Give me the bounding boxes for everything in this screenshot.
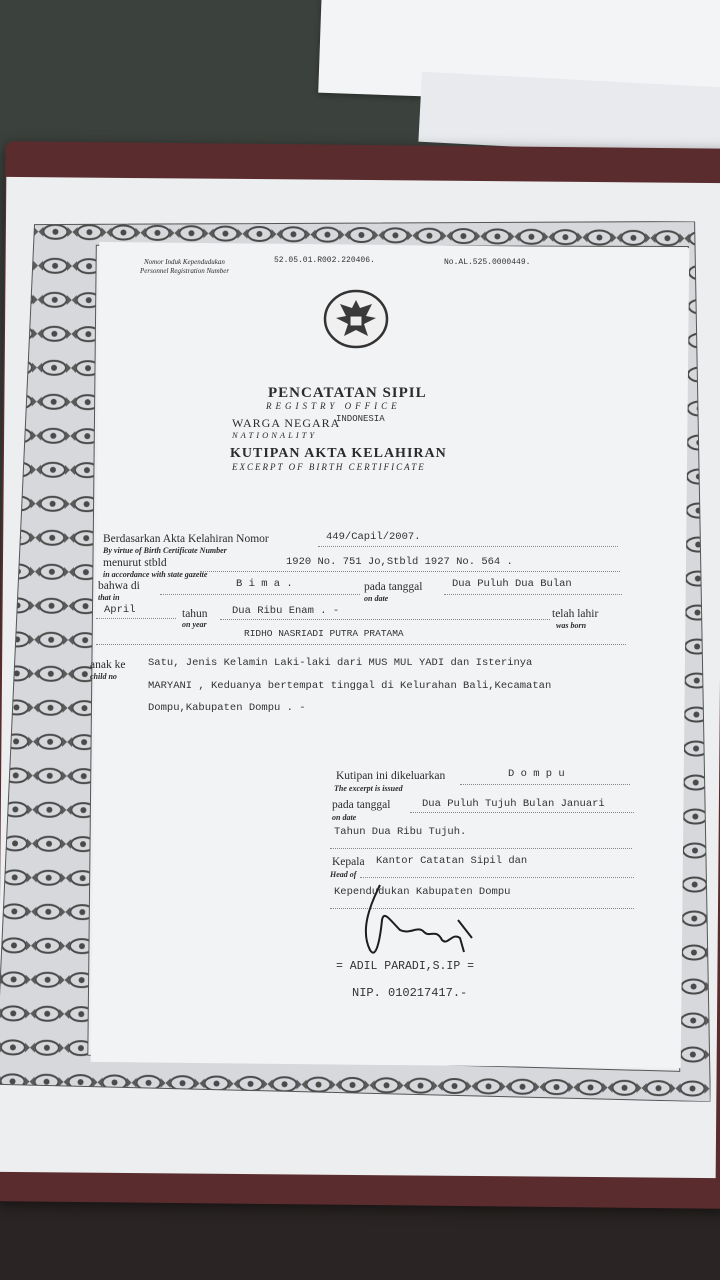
issue-date-label: pada tanggal bbox=[332, 799, 391, 811]
nik-label-en: Personnel Registration Number bbox=[140, 267, 230, 275]
child-no-label: anak ke bbox=[90, 659, 126, 671]
place-label: bahwa di bbox=[98, 580, 140, 592]
gazette-en: in accordance with state gazette bbox=[103, 570, 208, 579]
head-en: Head of bbox=[330, 870, 357, 879]
head-label: Kepala bbox=[332, 856, 365, 868]
nik-value: 52.05.01.R002.220406. bbox=[274, 256, 375, 265]
head-value-2: Kependudukan Kabupaten Dompu bbox=[334, 886, 511, 898]
signer-name: = ADIL PARADI,S.IP = bbox=[336, 960, 475, 973]
head-value: Kantor Catatan Sipil dan bbox=[376, 855, 528, 867]
issued-label: Kutipan ini dikeluarkan bbox=[336, 770, 446, 782]
born-en: was born bbox=[556, 621, 587, 630]
year-value: Dua Ribu Enam . - bbox=[232, 605, 340, 617]
year-label: tahun bbox=[182, 608, 208, 620]
document-title: KUTIPAN AKTA KELAHIRAN bbox=[230, 446, 447, 461]
issue-date-value: Dua Puluh Tujuh Bulan Januari bbox=[422, 798, 605, 810]
gazette-value: 1920 No. 751 Jo,Stbld 1927 No. 564 . bbox=[286, 556, 513, 568]
nik-label: Nomor Induk Kependudukan bbox=[144, 258, 225, 266]
office-title: PENCATATAN SIPIL bbox=[268, 385, 427, 401]
office-title-en: REGISTRY OFFICE bbox=[266, 401, 401, 411]
nationality-label: WARGA NEGARA bbox=[232, 416, 341, 430]
date-en: on date bbox=[364, 594, 389, 603]
child-line-3: Dompu,Kabupaten Dompu . - bbox=[148, 702, 306, 714]
date-label: pada tanggal bbox=[364, 581, 423, 593]
nik-value-2: No.AL.525.0000449. bbox=[444, 258, 531, 267]
child-line-1: Satu, Jenis Kelamin Laki-laki dari MUS MUL YADI dan Isterinya bbox=[148, 657, 533, 669]
basis-en: By virtue of Birth Certificate Number bbox=[103, 546, 227, 555]
signer-nip: NIP. 010217417.- bbox=[352, 986, 468, 1000]
child-line-2: MARYANI , Keduanya bertempat tinggal di Kelurahan Bali,Kecamatan bbox=[148, 680, 552, 692]
issued-value: D o m p u bbox=[508, 768, 565, 780]
date-value: Dua Puluh Dua Bulan bbox=[452, 578, 572, 590]
issue-date-value-2: Tahun Dua Ribu Tujuh. bbox=[334, 826, 467, 838]
year-en: on year bbox=[182, 620, 207, 629]
gazette-label: menurut stbld bbox=[103, 557, 167, 569]
issued-en: The excerpt is issued bbox=[334, 784, 403, 793]
child-no-en: child no bbox=[90, 672, 117, 681]
basis-value: 449/Capil/2007. bbox=[326, 531, 421, 543]
place-value: B i m a . bbox=[236, 578, 293, 590]
place-en: that in bbox=[98, 593, 120, 602]
document-title-en: EXCERPT OF BIRTH CERTIFICATE bbox=[232, 462, 426, 472]
month-value: April bbox=[104, 604, 136, 616]
nationality-value: INDONESIA bbox=[336, 414, 385, 424]
born-label: telah lahir bbox=[552, 608, 599, 620]
issue-date-en: on date bbox=[332, 813, 357, 822]
basis-label: Berdasarkan Akta Kelahiran Nomor bbox=[103, 533, 269, 545]
child-name: RIDHO NASRIADI PUTRA PRATAMA bbox=[244, 628, 404, 639]
garuda-emblem-icon bbox=[322, 288, 390, 350]
handwritten-signature bbox=[340, 880, 500, 970]
nationality-en: NATIONALITY bbox=[232, 430, 318, 440]
